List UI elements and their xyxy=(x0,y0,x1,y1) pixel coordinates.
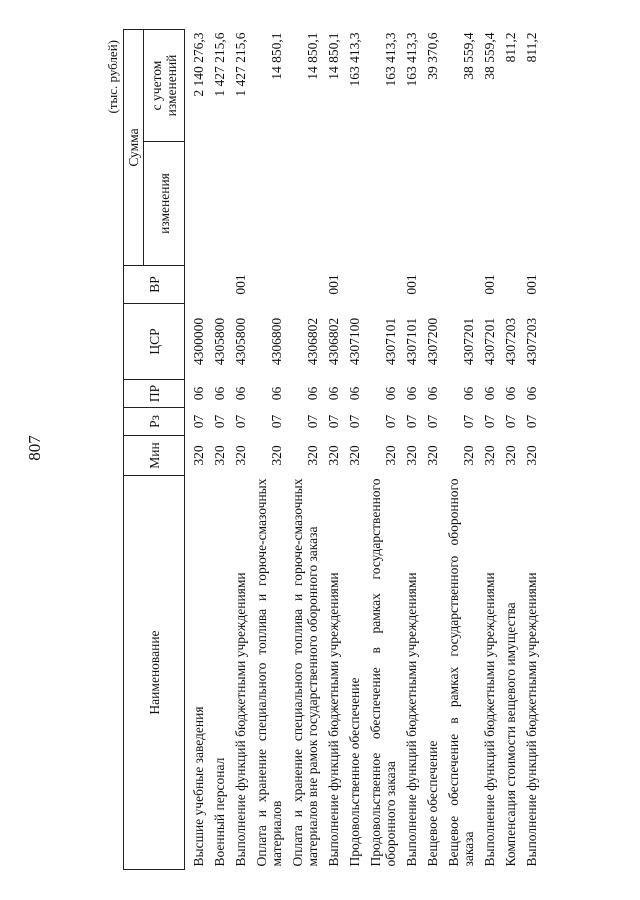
cell-name: Военный персонал xyxy=(212,757,227,867)
table-row xyxy=(323,29,344,869)
cell-min: 320 xyxy=(482,445,497,466)
cell-vr: 001 xyxy=(404,274,419,295)
cell-csr: 4306802 xyxy=(305,317,320,366)
cell-changes xyxy=(443,142,479,266)
cell-min: 320 xyxy=(503,445,518,466)
cell-vr xyxy=(443,266,479,304)
cell-min: 320 xyxy=(524,445,539,466)
cell-name: Продовольственное обеспечение в рамках государственного оборонного заказа xyxy=(368,478,398,867)
budget-sheet xyxy=(105,30,539,870)
cell-vr xyxy=(344,266,365,304)
cell-name: Компенсация стоимости вещевого имущества xyxy=(503,602,518,867)
cell-min: 320 xyxy=(461,445,476,466)
cell-total: 14 850,1 xyxy=(305,32,320,80)
header-with-changes: с учетом изменений xyxy=(144,29,185,141)
table-row xyxy=(230,29,251,869)
cell-csr: 4307100 xyxy=(347,317,362,366)
cell-pr: 06 xyxy=(326,386,341,401)
cell-min: 320 xyxy=(383,445,398,466)
table-row xyxy=(521,29,542,869)
table-row xyxy=(344,29,365,869)
cell-total: 811,2 xyxy=(524,32,539,63)
cell-csr: 4307201 xyxy=(482,317,497,366)
table-row xyxy=(422,29,443,869)
cell-rz: 07 xyxy=(425,414,440,429)
cell-total: 1 427 215,6 xyxy=(212,32,227,97)
cell-vr xyxy=(209,266,230,304)
cell-csr: 4307203 xyxy=(503,317,518,366)
cell-vr xyxy=(500,266,521,304)
cell-pr: 06 xyxy=(269,386,284,401)
cell-changes xyxy=(500,142,521,266)
cell-rz: 07 xyxy=(305,414,320,429)
cell-min: 320 xyxy=(269,445,284,466)
cell-name: Оплата и хранение специального топлива и горюче-смазочных материалов xyxy=(254,478,284,867)
table-row xyxy=(209,29,230,869)
table-row xyxy=(479,29,500,869)
cell-rz: 07 xyxy=(404,414,419,429)
cell-name: Выполнение функций бюджетными учреждениями xyxy=(326,572,341,867)
cell-csr: 4307200 xyxy=(425,317,440,366)
cell-total: 811,2 xyxy=(503,32,518,63)
cell-rz: 07 xyxy=(503,414,518,429)
cell-total: 14 850,1 xyxy=(326,32,341,80)
cell-name: Выполнение функций бюджетными учреждениями xyxy=(524,572,539,867)
cell-rz: 07 xyxy=(269,414,284,429)
cell-total: 38 559,4 xyxy=(461,32,476,80)
cell-total: 163 413,3 xyxy=(347,32,362,87)
cell-csr: 4306802 xyxy=(326,317,341,366)
cell-pr: 06 xyxy=(425,386,440,401)
cell-vr xyxy=(422,266,443,304)
cell-csr: 4307101 xyxy=(383,317,398,366)
cell-changes xyxy=(521,142,542,266)
table-row xyxy=(500,29,521,869)
cell-name: Выполнение функций бюджетными учреждениями xyxy=(233,572,248,867)
cell-min: 320 xyxy=(212,445,227,466)
cell-changes xyxy=(323,142,344,266)
cell-name: Вещевое обеспечение в рамках государственного оборонного заказа xyxy=(446,478,476,867)
header-changes: изменения xyxy=(144,142,185,266)
cell-rz: 07 xyxy=(347,414,362,429)
cell-pr: 06 xyxy=(461,386,476,401)
cell-csr: 4307203 xyxy=(524,317,539,366)
cell-vr xyxy=(185,266,210,304)
cell-min: 320 xyxy=(305,445,320,466)
cell-changes xyxy=(209,142,230,266)
cell-csr: 4305800 xyxy=(212,317,227,366)
header-name: Наименование xyxy=(124,476,185,870)
cell-min: 320 xyxy=(191,445,206,466)
cell-min: 320 xyxy=(425,445,440,466)
cell-min: 320 xyxy=(233,445,248,466)
page-number: 807 xyxy=(24,435,44,461)
cell-min: 320 xyxy=(347,445,362,466)
cell-rz: 07 xyxy=(383,414,398,429)
cell-changes xyxy=(287,142,323,266)
cell-total: 39 370,6 xyxy=(425,32,440,80)
cell-total: 14 850,1 xyxy=(269,32,284,80)
cell-pr: 06 xyxy=(191,386,206,401)
cell-vr: 001 xyxy=(326,274,341,295)
cell-vr: 001 xyxy=(524,274,539,295)
cell-vr: 001 xyxy=(233,274,248,295)
cell-name: Вещевое обеспечение xyxy=(425,740,440,867)
header-pr: ПР xyxy=(124,380,185,408)
header-min: Мин xyxy=(124,436,185,476)
header-rz: Рз xyxy=(124,408,185,436)
budget-table xyxy=(123,29,542,870)
cell-vr xyxy=(287,266,323,304)
cell-total: 163 413,3 xyxy=(404,32,419,87)
header-csr: ЦСР xyxy=(124,304,185,380)
cell-name: Выполнение функций бюджетными учреждениями xyxy=(404,572,419,867)
cell-changes xyxy=(251,142,287,266)
cell-rz: 07 xyxy=(212,414,227,429)
table-row xyxy=(365,29,401,869)
units-label: (тыс. рублей) xyxy=(105,40,120,114)
cell-changes xyxy=(344,142,365,266)
cell-csr: 4306800 xyxy=(269,317,284,366)
cell-changes xyxy=(401,142,422,266)
header-sum: Сумма xyxy=(124,29,144,265)
header-row-1 xyxy=(124,29,144,869)
table-body xyxy=(185,29,543,869)
cell-changes xyxy=(479,142,500,266)
cell-name: Выполнение функций бюджетными учреждениями xyxy=(482,572,497,867)
cell-vr xyxy=(251,266,287,304)
cell-vr xyxy=(365,266,401,304)
table-row xyxy=(401,29,422,869)
cell-name: Продовольственное обеспечение xyxy=(347,677,362,867)
cell-csr: 4307201 xyxy=(461,317,476,366)
cell-rz: 07 xyxy=(482,414,497,429)
cell-name: Высшие учебные заведения xyxy=(191,706,206,867)
table-row xyxy=(287,29,323,869)
cell-total: 163 413,3 xyxy=(383,32,398,87)
cell-changes xyxy=(185,142,210,266)
cell-vr: 001 xyxy=(482,274,497,295)
cell-rz: 07 xyxy=(524,414,539,429)
cell-pr: 06 xyxy=(212,386,227,401)
cell-name: Оплата и хранение специального топлива и горюче-смазочных материалов вне рамок государственного оборонного заказа xyxy=(290,478,320,867)
cell-changes xyxy=(365,142,401,266)
cell-pr: 06 xyxy=(305,386,320,401)
cell-total: 38 559,4 xyxy=(482,32,497,80)
cell-rz: 07 xyxy=(461,414,476,429)
header-vr: ВР xyxy=(124,266,185,304)
table-row xyxy=(443,29,479,869)
cell-changes xyxy=(422,142,443,266)
cell-pr: 06 xyxy=(503,386,518,401)
cell-total: 1 427 215,6 xyxy=(233,32,248,97)
cell-csr: 4307101 xyxy=(404,317,419,366)
cell-pr: 06 xyxy=(404,386,419,401)
cell-min: 320 xyxy=(404,445,419,466)
cell-rz: 07 xyxy=(191,414,206,429)
cell-pr: 06 xyxy=(347,386,362,401)
cell-rz: 07 xyxy=(233,414,248,429)
cell-pr: 06 xyxy=(233,386,248,401)
cell-min: 320 xyxy=(326,445,341,466)
cell-total: 2 140 276,3 xyxy=(191,32,206,97)
table-row xyxy=(251,29,287,869)
cell-csr: 4300000 xyxy=(191,317,206,366)
cell-rz: 07 xyxy=(326,414,341,429)
table-row xyxy=(185,29,210,869)
cell-pr: 06 xyxy=(524,386,539,401)
cell-changes xyxy=(230,142,251,266)
cell-pr: 06 xyxy=(383,386,398,401)
cell-csr: 4305800 xyxy=(233,317,248,366)
cell-pr: 06 xyxy=(482,386,497,401)
